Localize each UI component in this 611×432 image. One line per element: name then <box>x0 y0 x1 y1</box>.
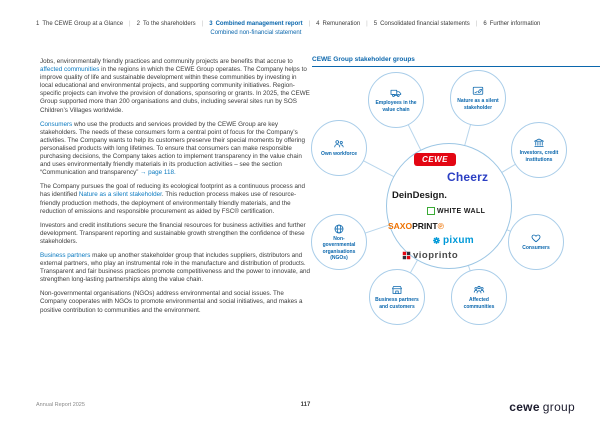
brand-text: CEWE <box>422 155 448 164</box>
nav-tab-4[interactable]: 4 Remuneration <box>316 21 361 27</box>
central-brands-circle <box>386 143 512 269</box>
text-segment: . This reduction process makes use of resource-friendly production methods, the deployment of environmentally friendly materials, and the reduction of emissions and responsible procurement as aided by FSC® certification. <box>40 191 297 215</box>
two-people-icon <box>333 138 345 150</box>
stakeholder-circle <box>511 122 567 178</box>
report-name: Annual Report 2025 <box>36 402 85 408</box>
nav-separator: | <box>308 21 311 27</box>
paragraph <box>40 183 310 215</box>
brand-text: pixum <box>443 235 474 246</box>
nav-subtab[interactable]: Combined non-financial statement <box>210 29 302 36</box>
stakeholder-label: Own workforce <box>320 151 358 158</box>
framed-photo-icon <box>472 85 484 97</box>
stakeholder-circle <box>451 269 507 325</box>
article-text <box>40 58 310 321</box>
text-segment: Investors and credit institutions secure the financial resources for business activities and further development. Transparent reporting and sustainable growth strengthen the confidence of these stakeholders. <box>40 221 306 245</box>
inline-link[interactable]: → page 118. <box>140 169 176 177</box>
page-number: 117 <box>300 402 311 408</box>
brand-text: SAXO <box>388 221 413 231</box>
heart-icon <box>530 232 542 244</box>
diagram-canvas <box>312 70 600 370</box>
nav-tab-5[interactable]: 5 Consolidated financial statements <box>373 21 470 27</box>
cewe-group-logo <box>509 400 575 414</box>
brand-logo-pixum <box>432 235 474 246</box>
stakeholder-label: Employees in the value chain <box>375 100 417 113</box>
text-segment: who use the products and services provided by the CEWE Group are key stakeholders. The needs of these consumers form a central point of focus for the Company’s activities. The Company wants to help its customers preserve their special moments by offering personalised products with long lifetimes. To ensure that consumers can make responsible purchasing decisions, the Company takes action to implement transparency in the value chain and uses environmentally friendly materials in its production activities – see the section “Communication and transparency” <box>40 120 306 177</box>
stakeholder-circle <box>368 72 424 128</box>
stakeholder-label: Consumers <box>522 245 550 252</box>
nav-tab-6[interactable]: 6 Further information <box>483 21 541 27</box>
brand-logo-whitewall <box>427 207 485 215</box>
inline-link[interactable]: affected communities <box>40 66 100 74</box>
globe-icon <box>333 223 345 235</box>
paragraph <box>40 121 310 178</box>
people-group-icon <box>473 284 485 296</box>
storefront-icon <box>391 284 403 296</box>
nav-separator: | <box>366 21 368 27</box>
nav-separator: | <box>129 21 131 27</box>
nav-tab-1[interactable]: 1 The CEWE Group at a Glance <box>36 21 124 27</box>
logo-cewe-text: cewe <box>509 400 540 414</box>
paragraph <box>40 222 310 246</box>
top-nav <box>36 21 540 36</box>
text-segment: make up another stakeholder group that includes suppliers, distributors and external partners, who play an instrumental role in the manufacture and distribution of products. Transparent and fair business practices promote competitiveness and the power to innovate, and strengthen long-lasting partnerships along the value chain. <box>40 251 310 284</box>
stakeholder-circle <box>508 214 564 270</box>
brand-text: DeinDesign. <box>392 190 447 201</box>
logo-group-text: group <box>542 400 575 414</box>
paragraph <box>40 58 310 115</box>
text-segment: The Company pursues the goal of reducing its ecological footprint as a continuous process and has identified <box>40 183 305 199</box>
truck-icon <box>390 87 402 99</box>
brand-text: PRINT <box>412 221 438 231</box>
brand-text: Cheerz <box>447 170 489 184</box>
stakeholder-circle <box>311 214 367 270</box>
brand-text: ℗ <box>437 221 444 231</box>
pixel-grid-icon <box>402 251 411 260</box>
gear-icon <box>432 236 441 245</box>
brand-text: vioprinto <box>413 250 459 261</box>
brand-text: WHITE WALL <box>437 207 486 215</box>
stakeholder-circle <box>450 70 506 126</box>
nav-tab-2[interactable]: 2 To the shareholders <box>136 21 196 27</box>
brand-logo-cewe <box>414 153 456 166</box>
text-segment: in the regions in which the CEWE Group operates. The Company helps to improve quality of life and sustainable development within these communities by investing in local educational and environmental projects, and supporting community initiatives. Region-specific projects can involve the provision of donations, sponsoring or grants. In 2025, the CEWE Group supported more than 200 organisations and clubs, including several sites run by SOS Children’s Villages worldwide. <box>40 66 310 114</box>
inline-link[interactable]: Business partners <box>40 251 91 259</box>
stakeholder-label: Nature as a silent stakeholder <box>457 98 499 111</box>
stakeholder-circle <box>369 269 425 325</box>
bank-icon <box>533 137 545 149</box>
text-segment: Non-governmental organisations (NGOs) address environmental and social issues. The Company cooperates with NGOs to promote environmental and social initiatives, and makes a positive contribution to communities and the environment. <box>40 290 303 314</box>
stakeholder-circle <box>311 120 367 176</box>
brand-logo-cheerz <box>447 170 488 184</box>
stakeholder-label: Investors, credit institutions <box>519 150 559 163</box>
brand-logo-vioprinto <box>402 250 458 261</box>
nav-tab-3[interactable]: 3 Combined management report Combined non-financial statement <box>209 21 303 36</box>
brand-logo-saxoprint <box>388 221 444 231</box>
diagram-title: CEWE Group stakeholder groups <box>312 56 600 67</box>
green-square-icon <box>427 207 435 215</box>
inline-link[interactable]: Nature as a silent stakeholder <box>78 191 162 199</box>
stakeholder-diagram <box>312 56 600 382</box>
paragraph <box>40 290 310 314</box>
brand-logo-deindesign <box>392 190 447 201</box>
paragraph <box>40 252 310 284</box>
nav-separator: | <box>201 21 204 27</box>
inline-link[interactable]: Consumers <box>40 120 73 128</box>
nav-separator: | <box>475 21 478 27</box>
stakeholder-label: Non-governmental organisations (NGOs) <box>322 235 356 261</box>
stakeholder-label: Business partners and customers <box>375 297 419 310</box>
stakeholder-label: Affected communities <box>463 297 495 310</box>
text-segment: Jobs, environmentally friendly practices and community projects are benefits that accrue to <box>40 58 293 65</box>
